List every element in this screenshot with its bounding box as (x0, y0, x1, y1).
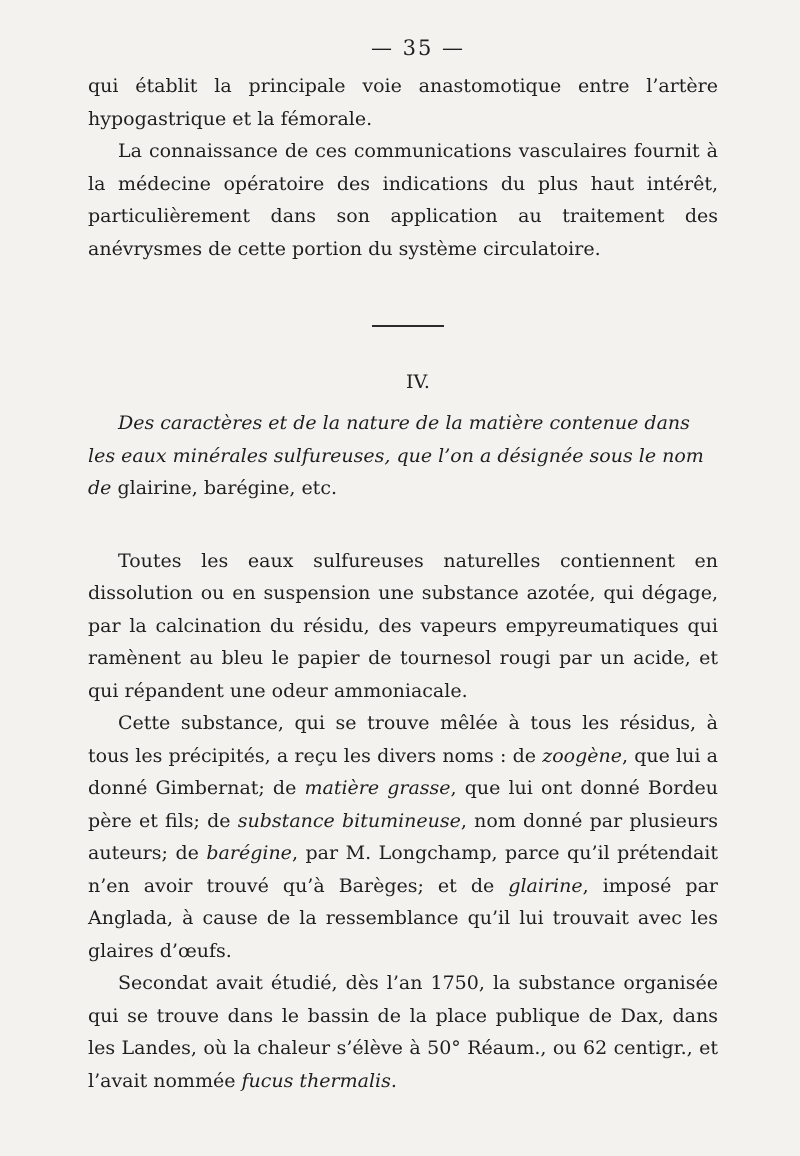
p5-text-1: Secondat avait étudié, dès l’an 1750, la substance organisée qui se trouve dans le bassin de la place publique de Dax, dans les Landes, où la chaleur s’élève à 50° Réaum., ou 62 centigr., et l’avait nommée (88, 972, 718, 1092)
p4-text-5: , par M. Longchamp, parce qu’il prétendait n’en avoir trouvé qu’à Barèges; et de (88, 842, 718, 897)
p4-text-3: , que lui ont donné Bordeu père et fils; de (88, 777, 719, 832)
p4-term-substance-bitumineuse: substance bitumineuse (237, 809, 461, 832)
paragraph-1: qui établit la principale voie anastomotique entre l’artère hypogastrique et la fémorale. (88, 75, 718, 130)
section-heading-italic: Des caractères et de la nature de la matière contenue dans les eaux minérales sulfureuses, que l’on a désignée sous le nom de (88, 412, 704, 499)
p4-term-glairine: glairine (508, 874, 583, 897)
p4-text-1: Cette substance, qui se trouve mêlée à tous les résidus, à tous les précipités, a reçu les divers noms : de (88, 712, 718, 767)
p4-text-4: , nom donné par plusieurs auteurs; de (88, 809, 718, 864)
p4-text-6: , imposé par Anglada, à cause de la ressemblance qu’il lui trouvait avec les glaires d’œufs. (88, 874, 718, 962)
paragraph-2: La connaissance de ces communications vasculaires fournit à la médecine opératoire des indications du plus haut intérêt, particulièrement dans son application au traitement des anévrysmes de cette portion du système circulatoire. (88, 140, 718, 260)
section-number: IV. (406, 371, 430, 393)
p4-term-zoogene: zoogène (542, 744, 622, 767)
page-number: — 35 — (370, 36, 466, 60)
paragraph-3: Toutes les eaux sulfureuses naturelles contiennent en dissolution ou en suspension une substance azotée, qui dégage, par la calcination du résidu, des vapeurs empyreumatiques qui ramènent au bleu le papier de tournesol rougi par un acide, et qui répandent une odeur ammoniacale. (88, 549, 718, 702)
p4-text-2: , que lui a donné Gimbernat; de (88, 744, 718, 799)
section-heading-roman: glairine, barégine, etc. (111, 477, 338, 499)
p5-text-2: . (390, 1069, 397, 1092)
paragraph-4 (88, 707, 718, 967)
p5-term-fucus-thermalis: fucus thermalis (241, 1069, 391, 1092)
book-page (88, 36, 718, 1097)
section-heading (88, 407, 718, 505)
paragraph-5 (88, 967, 718, 1097)
section-divider (372, 325, 444, 327)
p4-term-matiere-grasse: matière grasse (304, 777, 451, 799)
p4-term-baregine: barégine (206, 842, 292, 864)
